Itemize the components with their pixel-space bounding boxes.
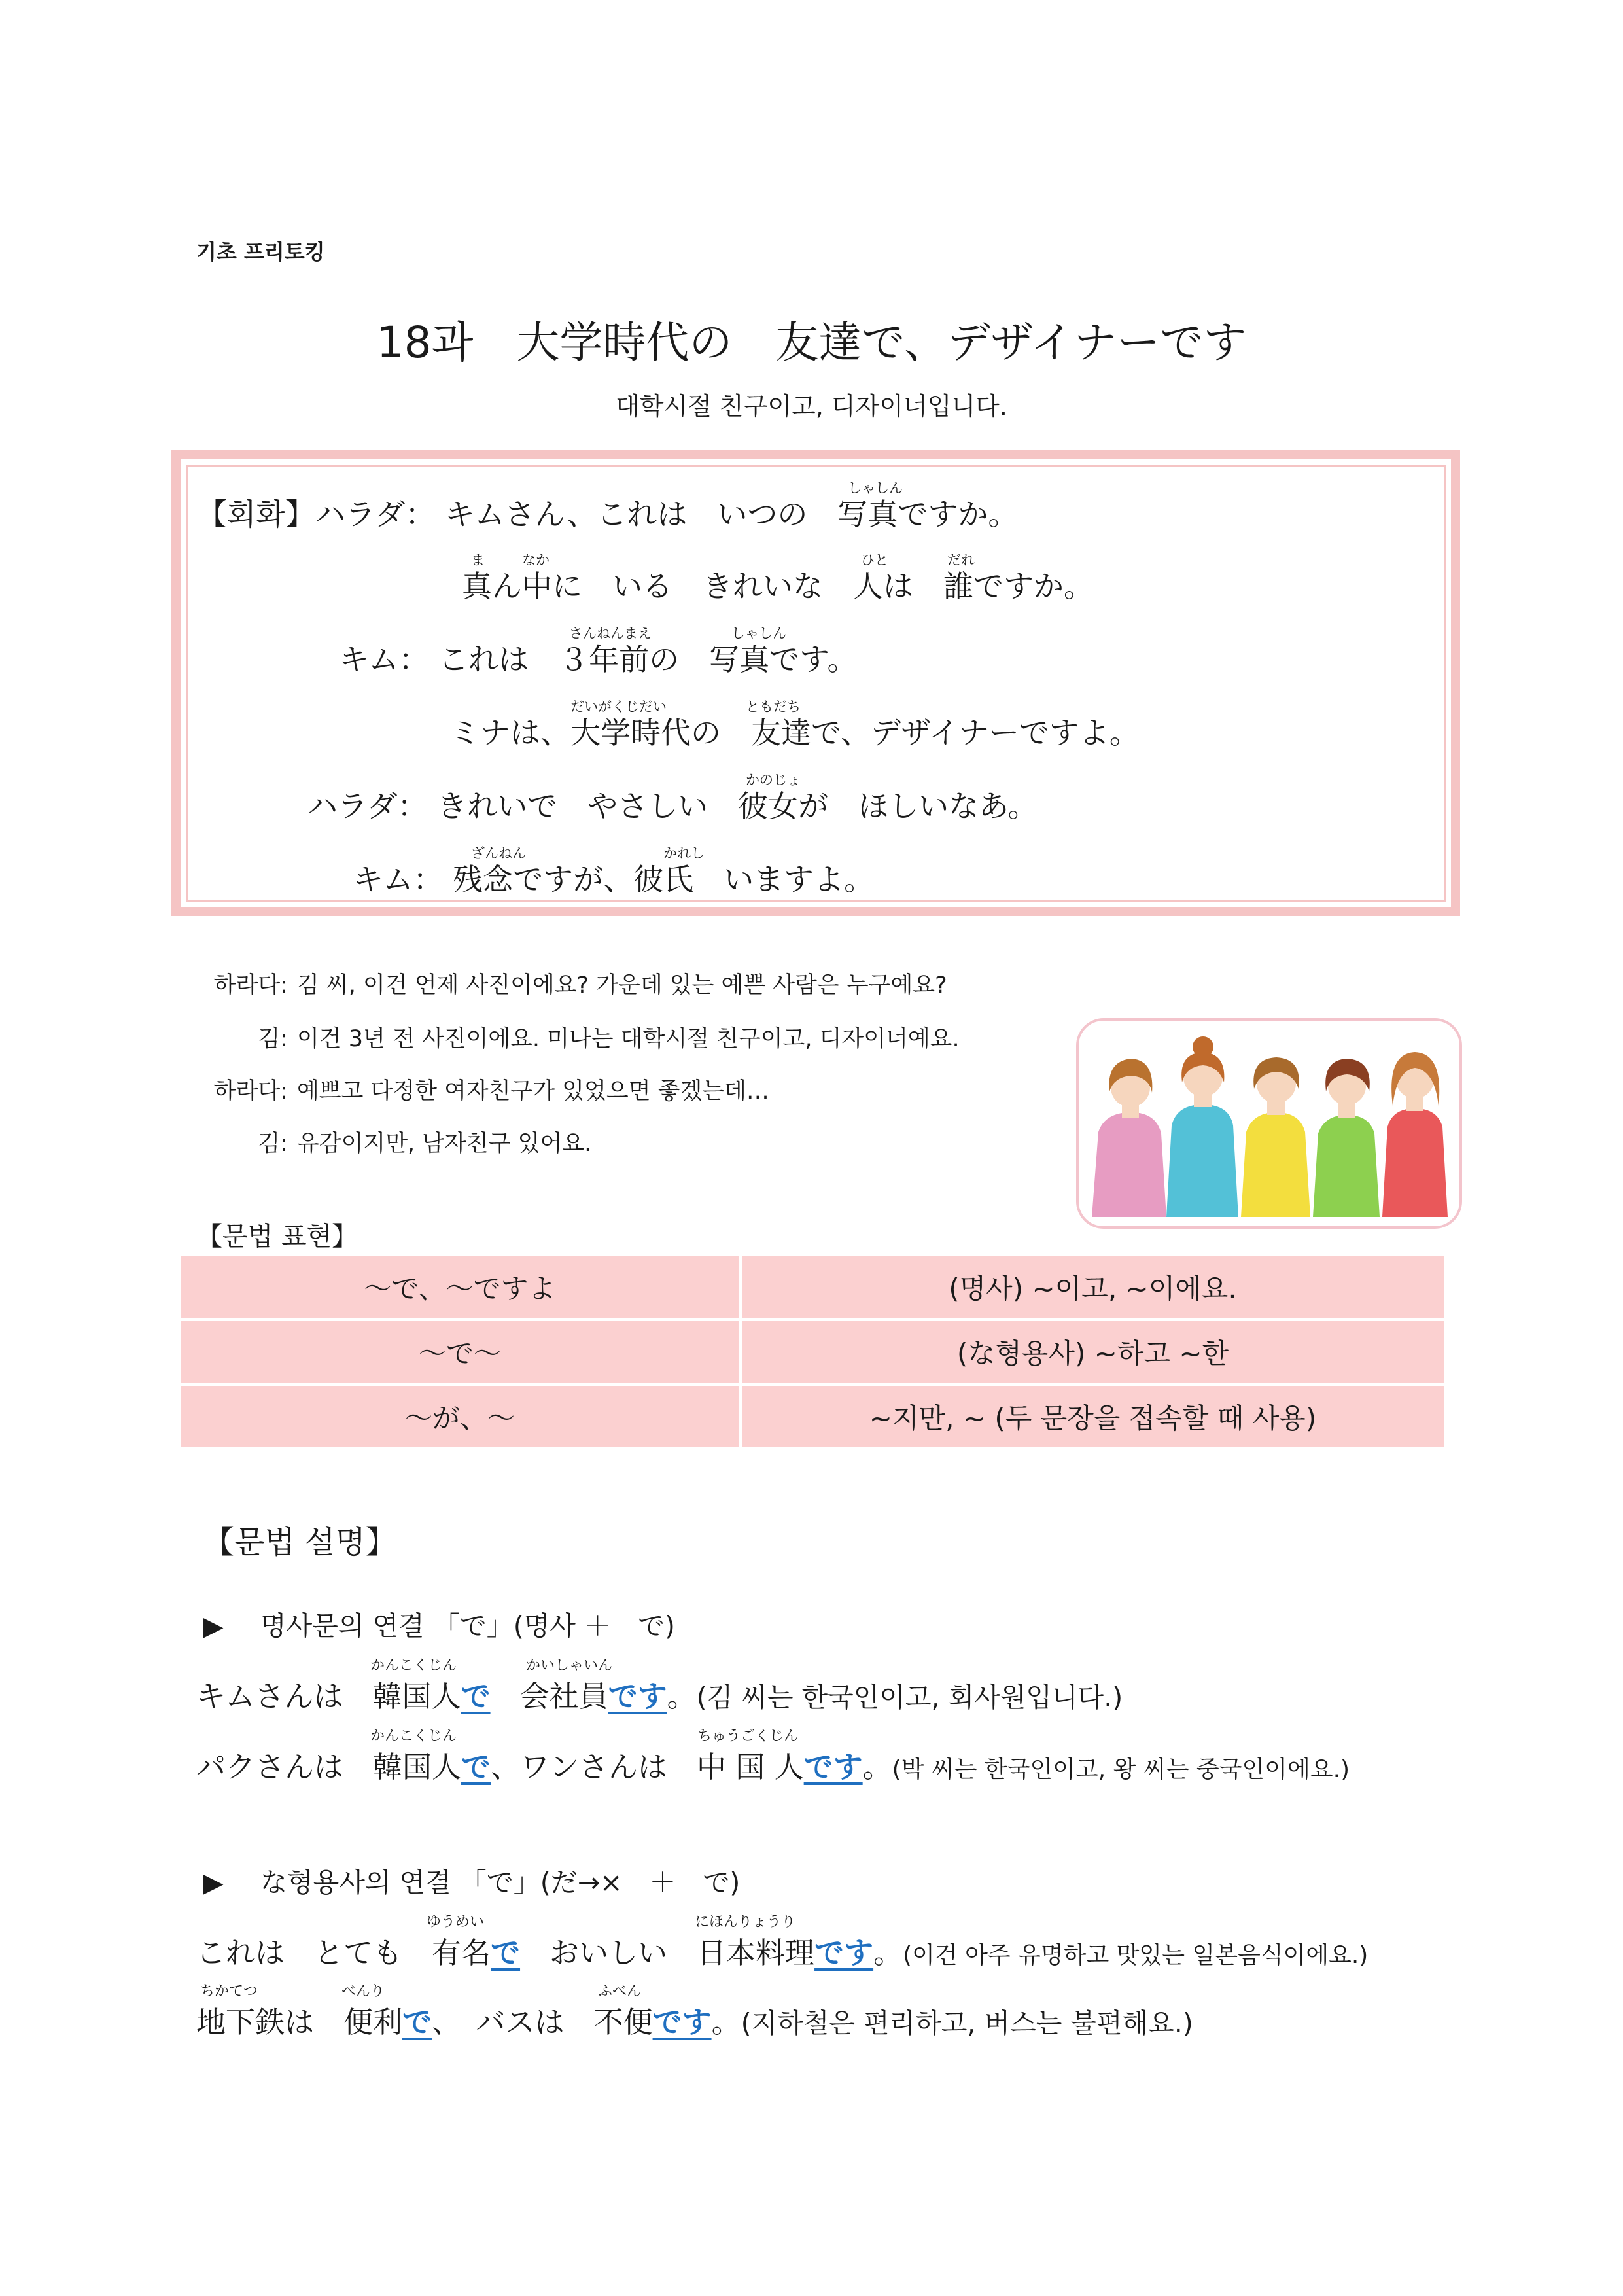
header-label: 기초 프리토킹 (196, 239, 325, 264)
example-part: 、 バスは 不便 (432, 2005, 653, 2040)
conversation-line-5: ハラダ： きれいで やさしい 彼女が ほしいなあ。 (307, 788, 1038, 824)
ruby-shashin-1: しゃしん (848, 480, 903, 496)
grammar-meaning: (명사) ~이고, ~이에요. (741, 1255, 1446, 1320)
example-part: これは とても 有名 (196, 1935, 491, 1970)
ruby-chikatetsu: ちかてつ (200, 1983, 258, 2000)
translation-speaker: 김: (258, 1026, 288, 1052)
grammar-explanation-heading: 【문법 설명】 (203, 1524, 397, 1561)
highlight-de: で (461, 1679, 491, 1714)
woman-red-figure (1382, 1052, 1448, 1217)
ruby-tomodachi: ともだち (746, 699, 801, 715)
ruby-nihonryouri: にほんりょうり (695, 1914, 796, 1930)
women-group-icon (1079, 1021, 1459, 1226)
lesson-subtitle: 대학시절 친구이고, 디자이너입니다. (616, 392, 1007, 421)
example-translation: (이건 아주 유명하고 맛있는 일본음식이에요.) (903, 1942, 1369, 1969)
bullet-text: な형용사의 연결 「で」(だ→× ＋ で) (260, 1867, 741, 1898)
highlight-desu: です (652, 2005, 712, 2040)
five-women-illustration (1076, 1018, 1462, 1229)
grammar-table (178, 1253, 1447, 1451)
example-translation: (김 씨는 한국인이고, 회사원입니다.) (696, 1682, 1123, 1713)
conversation-line-6: キム： 残念ですが、彼氏 いますよ。 (353, 862, 875, 897)
table-row (180, 1385, 1446, 1449)
example-translation: (지하철은 편리하고, 버스는 불편해요.) (741, 2007, 1193, 2039)
example-part: 地下鉄は 便利 (196, 2005, 403, 2040)
example-sentence-4 (196, 1998, 1193, 2041)
ruby-shashin-2: しゃしん (731, 626, 786, 641)
bullet-text: 명사문의 연결 「で」(명사 ＋ で) (260, 1610, 675, 1642)
conversation-line-2: 真ん中に いる きれいな 人は 誰ですか。 (462, 569, 1094, 604)
conversation-line-1: 【회화】ハラダ： キムさん、これは いつの 写真ですか。 (197, 497, 1019, 532)
ruby-kankokujin: かんこくじん (370, 1657, 457, 1674)
ruby-benri: べんり (341, 1983, 385, 2000)
conversation-line-4: ミナは、大学時代の 友達で、デザイナーですよ。 (450, 715, 1140, 751)
translation-text: 유감이지만, 남자친구 있어요. (297, 1131, 592, 1157)
ruby-daigakujidai: だいがくじだい (570, 699, 667, 715)
example-sentence-3 (196, 1929, 1368, 1971)
translation-line-3 (196, 1073, 769, 1106)
bullet-na-adjective-connection (203, 1861, 740, 1899)
translation-text: 김 씨, 이건 언제 사진이에요? 가운데 있는 예쁜 사람은 누구예요? (297, 972, 947, 998)
bullet-noun-connection (203, 1604, 675, 1643)
example-sentence-1 (196, 1672, 1123, 1715)
conversation-line-3: キム： これは ３年前の 写真です。 (339, 642, 858, 677)
lesson-title: 18과 大学時代の 友達で、デザイナーです (376, 317, 1247, 368)
example-part: 。 (711, 2005, 741, 2040)
ruby-dare: だれ (947, 552, 975, 568)
translation-speaker: 하라다: (213, 972, 288, 998)
woman-green-figure (1313, 1059, 1380, 1217)
grammar-meaning: (な형용사) ~하고 ~한 (741, 1320, 1446, 1385)
woman-yellow-figure (1241, 1057, 1310, 1217)
example-part: 、ワンさんは 中 国 人 (491, 1750, 804, 1784)
ruby-zannen: ざんねん (471, 845, 526, 861)
example-part: おいしい 日本料理 (520, 1935, 815, 1970)
example-translation: (박 씨는 한국인이고, 왕 씨는 중국인이에요.) (892, 1756, 1350, 1783)
example-sentence-2 (196, 1743, 1350, 1786)
translation-text: 이건 3년 전 사진이에요. 미나는 대학시절 친구이고, 디자이너예요. (297, 1026, 960, 1052)
translation-line-2 (196, 1021, 960, 1053)
highlight-de: で (491, 1935, 521, 1970)
highlight-de: で (402, 2005, 432, 2040)
ruby-yuumei: ゆうめい (427, 1914, 485, 1930)
table-row (180, 1320, 1446, 1385)
example-part: 。 (862, 1750, 892, 1784)
table-row (180, 1255, 1446, 1320)
example-part: 。 (667, 1679, 697, 1714)
ruby-fuben: ふべん (598, 1983, 642, 2000)
example-part: キムさんは 韓国人 (196, 1679, 461, 1714)
translation-line-4 (196, 1125, 591, 1158)
highlight-desu: です (608, 1679, 667, 1714)
ruby-ma: ま (471, 552, 485, 568)
conversation-box (171, 450, 1460, 916)
triangle-bullet-icon: ▶ (203, 1610, 224, 1642)
translation-text: 예쁘고 다정한 여자친구가 있었으면 좋겠는데… (297, 1078, 769, 1104)
ruby-sannenmae: さんねんまえ (569, 626, 652, 641)
ruby-kareshi: かれし (663, 845, 705, 861)
translation-speaker: 하라다: (213, 1078, 288, 1104)
translation-line-1 (196, 967, 947, 1000)
ruby-kanojo: かのじょ (746, 772, 801, 788)
ruby-kaishain: かいしゃいん (526, 1657, 613, 1674)
grammar-expression-heading: 【문법 표현】 (196, 1222, 358, 1252)
ruby-chuugokujin: ちゅうごくじん (697, 1728, 799, 1744)
highlight-desu: です (803, 1750, 863, 1784)
woman-blue-figure (1166, 1036, 1238, 1217)
grammar-pattern: 〜が、〜 (180, 1385, 741, 1449)
highlight-desu: です (814, 1935, 874, 1970)
ruby-hito: ひと (861, 552, 888, 568)
woman-pink-figure (1092, 1059, 1166, 1217)
example-part: 会社員 (490, 1679, 608, 1714)
triangle-bullet-icon: ▶ (203, 1867, 224, 1898)
grammar-pattern: 〜で〜 (180, 1320, 741, 1385)
translation-speaker: 김: (258, 1131, 288, 1157)
ruby-naka: なか (522, 552, 550, 568)
example-part: 。 (873, 1935, 903, 1970)
highlight-de: で (461, 1750, 491, 1784)
grammar-meaning: ~지만, ~ (두 문장을 접속할 때 사용) (741, 1385, 1446, 1449)
example-part: パクさんは 韓国人 (196, 1750, 462, 1784)
ruby-kankokujin-2: かんこくじん (370, 1728, 457, 1744)
grammar-pattern: 〜で、〜ですよ (180, 1255, 741, 1320)
